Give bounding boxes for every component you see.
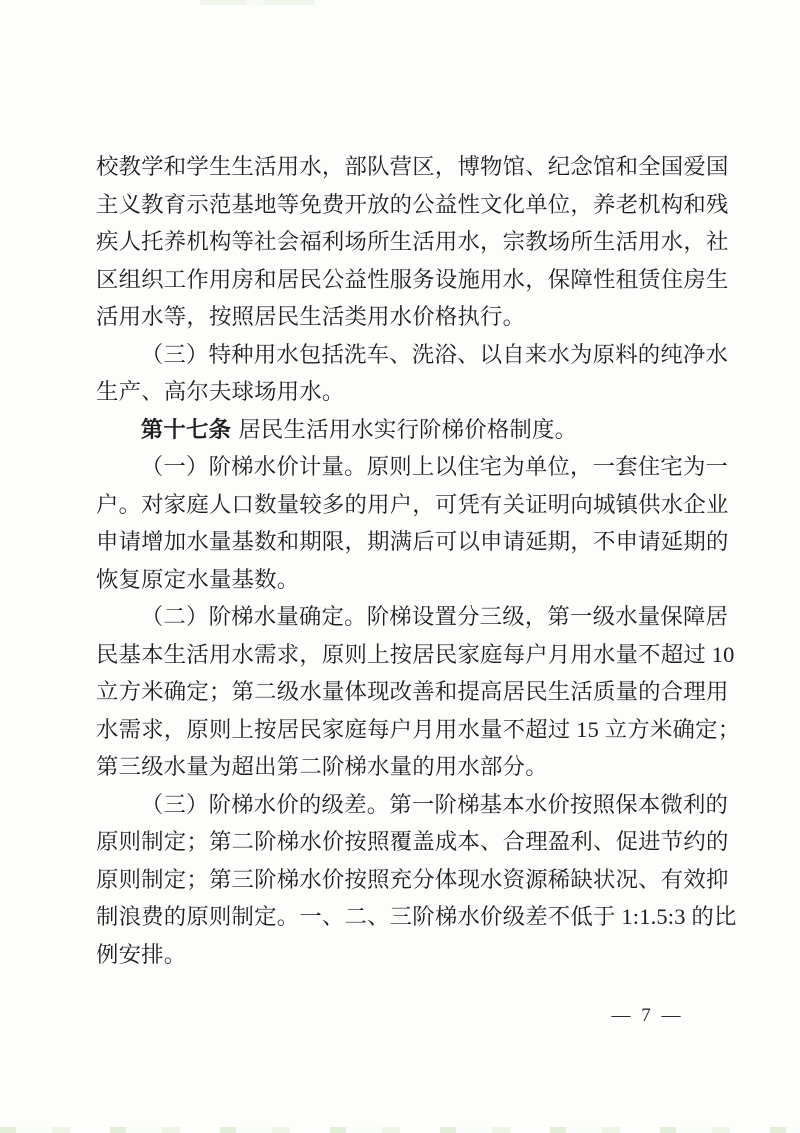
text-line: 申请增加水量基数和期限，期满后可以申请延期，不申请延期的 (96, 529, 729, 554)
text-line: 制浪费的原则制定。一、二、三阶梯水价级差不低于 1:1.5:3 的比 (96, 904, 737, 929)
text-line: 立方米确定；第二级水量体现改善和提高居民生活质量的合理用 (96, 679, 729, 704)
text-line: 活用水等，按照居民生活类用水价格执行。 (96, 304, 526, 329)
text-line: 第三级水量为超出第二阶梯水量的用水部分。 (96, 754, 548, 779)
text-line: （三）特种用水包括洗车、洗浴、以自来水为原料的纯净水 (140, 341, 729, 367)
text-line: 恢复原定水量基数。 (96, 566, 300, 592)
text-line: 生产、高尔夫球场用水。 (96, 379, 345, 404)
article-heading-text: 居民生活用水实行阶梯价格制度。 (238, 416, 578, 442)
text-line: 校教学和学生生活用水，部队营区，博物馆、纪念馆和全国爱国 (96, 154, 729, 179)
text-line: 疾人托养机构等社会福利场所生活用水，宗教场所生活用水，社 (96, 229, 729, 254)
scan-artifact-top (200, 0, 315, 5)
scan-artifact-bottom (0, 1127, 800, 1133)
text-line: 水需求，原则上按居民家庭每户月用水量不超过 15 立方米确定； (96, 716, 741, 742)
text-line: 例安排。 (96, 941, 187, 967)
article-number-bold: 第十七条 (140, 416, 232, 442)
page-number: — 7 — (611, 1005, 684, 1026)
text-line-article-heading (96, 411, 710, 449)
document-body (96, 148, 741, 973)
text-line: （三）阶梯水价的级差。第一阶梯基本水价按照保本微利的 (140, 791, 729, 817)
text-line: 原则制定；第二阶梯水价按照覆盖成本、合理盈利、促进节约的 (96, 829, 729, 854)
text-line: 户。对家庭人口数量较多的用户，可凭有关证明向城镇供水企业 (96, 491, 729, 517)
text-line: （一）阶梯水价计量。原则上以住宅为单位，一套住宅为一 (140, 454, 729, 479)
text-line: （二）阶梯水量确定。阶梯设置分三级，第一级水量保障居 (140, 604, 729, 629)
text-line: 原则制定；第三阶梯水价按照充分体现水资源稀缺状况、有效抑 (96, 866, 729, 892)
text-line: 民基本生活用水需求，原则上按居民家庭每户月用水量不超过 10 (96, 641, 735, 667)
text-line: 区组织工作用房和居民公益性服务设施用水，保障性租赁住房生 (96, 266, 729, 292)
text-line: 主义教育示范基地等免费开放的公益性文化单位，养老机构和残 (96, 191, 729, 217)
